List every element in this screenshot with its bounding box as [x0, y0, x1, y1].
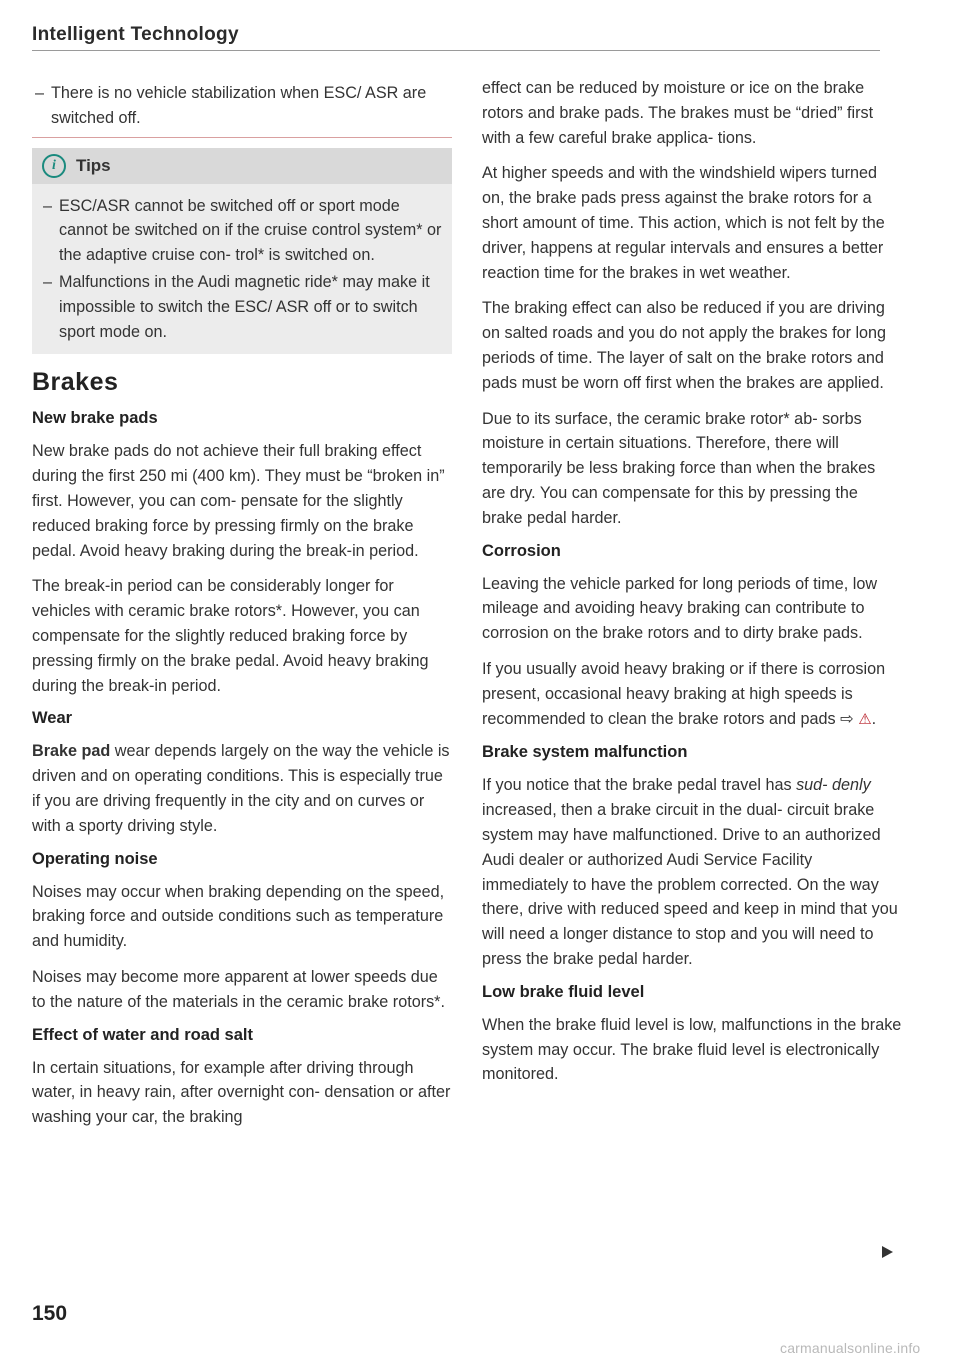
left-column	[32, 76, 452, 1141]
malfunction-paragraph	[482, 773, 902, 971]
tips-box	[32, 148, 452, 355]
water-paragraph: In certain situations, for example after driving through water, in heavy rain, after overnight con- densation or after washing your car, the braking	[32, 1058, 451, 1127]
corrosion-text: If you usually avoid heavy braking or if there is corrosion present, occasional heavy braking at high speeds is recommended to clean the brake rotors and pads	[482, 659, 886, 728]
page-header	[32, 24, 880, 51]
tips-item-text: ESC/ASR cannot be switched off or sport mode cannot be switched on if the cruise control system* or the adaptive cruise con- trol* is switched on.	[59, 196, 442, 265]
watermark: carmanualsonline.info	[780, 1340, 921, 1356]
right-column	[482, 76, 902, 1098]
tips-item	[40, 194, 442, 268]
corrosion-paragraph-2	[482, 657, 902, 732]
tips-header	[32, 148, 452, 184]
ceramic-rotor-paragraph: Due to its surface, the ceramic brake rotor* ab- sorbs moisture in certain situations. Therefore, there will temporarily be less braking force than when the brakes are dry. You can compensate for this by pressing the brake pedal harder.	[482, 409, 876, 527]
brake-malfunction-heading: Brake system malfunction	[482, 743, 688, 762]
tips-title: Tips	[76, 155, 111, 175]
operating-noise-heading: Operating noise	[32, 849, 158, 868]
bullet-dash: –	[43, 272, 53, 291]
malfunction-text-b: increased, then a brake circuit in the dual- circuit brake system may have malfunctioned. Drive to an authorized Audi dealer or authorized Audi Service Facility immediately to have the problem corrected. On the way there, drive with reduced speed and keep in mind that you will need a longer distance to stop and you will need to press the brake pedal harder.	[482, 801, 898, 968]
salted-roads-paragraph: The braking effect can also be reduced if you are driving on salted roads and you do not apply the brakes for long periods of time. The layer of salt on the brake rotors and pads must be worn off first when the brakes are applied.	[482, 299, 887, 392]
wipers-paragraph: At higher speeds and with the windshield wipers turned on, the brake pads press against the brake rotors for a short amount of time. This action, which is not felt by the driver, happens at regular intervals and ensures a better reaction time for the brakes in wet weather.	[482, 164, 885, 282]
arrow-right-icon: ⇨	[835, 709, 859, 728]
break-in-paragraph: The break-in period can be considerably longer for vehicles with ceramic brake rotors*. However, you can compensate for the slightly reduced braking force by pressing firmly on the brake pedal. Avoid heavy braking during the break-in period.	[32, 577, 429, 695]
brakes-heading: Brakes	[32, 368, 119, 397]
section-title: Intelligent Technology	[32, 24, 239, 45]
wear-text: wear depends largely on the way the vehicle is driven and on operating conditions. This is especially true if you are driving frequently in the city and on curves or with a sporty driving style.	[32, 742, 450, 835]
corrosion-heading: Corrosion	[482, 541, 561, 560]
noise-paragraph-2: Noises may become more apparent at lower speeds due to the nature of the materials in the ceramic brake rotors*.	[32, 967, 445, 1011]
tips-item-text: Malfunctions in the Audi magnetic ride* may make it impossible to switch the ESC/ ASR off or to switch sport mode on.	[59, 272, 430, 341]
water-salt-heading: Effect of water and road salt	[32, 1025, 253, 1044]
page-number: 150	[32, 1302, 68, 1325]
corrosion-end: .	[871, 709, 877, 728]
warning-continuation	[32, 76, 452, 138]
warning-triangle-icon: ⚠	[858, 710, 872, 728]
new-brake-pads-heading: New brake pads	[32, 409, 158, 428]
malfunction-italic: sud- denly	[796, 776, 871, 795]
continue-arrow-icon	[882, 1246, 893, 1258]
corrosion-paragraph: Leaving the vehicle parked for long periods of time, low mileage and avoiding heavy braking can contribute to corrosion on the brake rotors and to dirty brake pads.	[482, 574, 878, 643]
info-icon: i	[42, 154, 66, 178]
tips-item	[40, 270, 442, 344]
wear-paragraph	[32, 739, 452, 838]
warning-item	[32, 81, 452, 131]
low-fluid-heading: Low brake fluid level	[482, 982, 645, 1001]
warning-item-text: There is no vehicle stabilization when ESC/ ASR are switched off.	[51, 84, 427, 127]
noise-paragraph: Noises may occur when braking depending on the speed, braking force and outside conditions such as temperature and humidity.	[32, 882, 445, 951]
low-fluid-paragraph: When the brake fluid level is low, malfunctions in the brake system may occur. The brake fluid level is electronically monitored.	[482, 1015, 902, 1084]
bullet-dash: –	[35, 84, 45, 102]
cross-reference-link[interactable]	[836, 710, 872, 728]
wear-bold-term: Brake pad	[32, 742, 111, 761]
bullet-dash: –	[43, 196, 53, 215]
malfunction-text-a: If you notice that the brake pedal travel has	[482, 776, 797, 795]
wear-heading: Wear	[32, 709, 73, 728]
moisture-paragraph: effect can be reduced by moisture or ice on the brake rotors and brake pads. The brakes must be “dried” first with a few careful brake applica- tions.	[482, 79, 874, 147]
new-brake-pads-paragraph: New brake pads do not achieve their full braking effect during the first 250 mi (400 km). They must be “broken in” first. However, you can com- pensate for the slightly reduced braking force by pressing firmly on the brake pedal. Avoid heavy braking during the break-in period.	[32, 442, 445, 560]
